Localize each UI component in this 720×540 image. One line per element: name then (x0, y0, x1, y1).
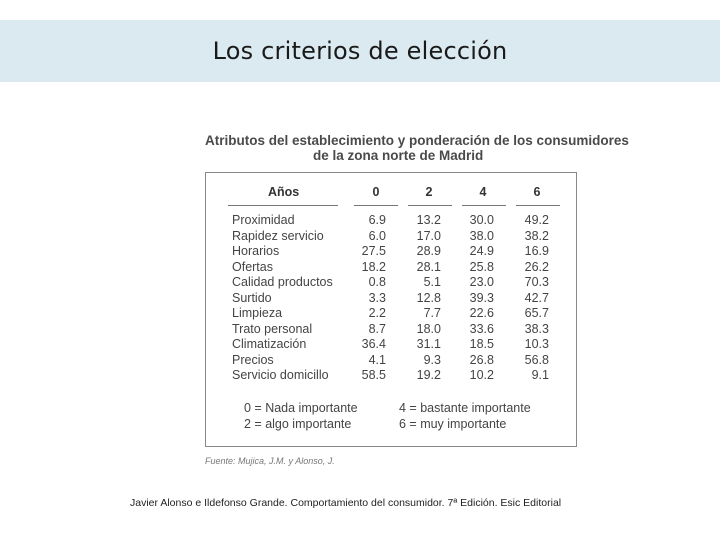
row-value: 2.2 (368, 306, 386, 320)
row-value: 18.2 (361, 259, 386, 274)
figure-title (205, 133, 635, 163)
table-row (206, 260, 576, 276)
table-row (206, 244, 576, 260)
table-row (206, 337, 576, 353)
row-value: 7.7 (423, 306, 441, 320)
row-value: 26.8 (469, 352, 494, 367)
table-row (206, 306, 576, 322)
legend-2: 2 = algo importante (244, 417, 352, 431)
row-label: Servicio domicillo (232, 368, 329, 382)
table-row (206, 275, 576, 291)
header-col-4: 4 (479, 185, 487, 199)
row-value: 38.2 (524, 228, 549, 243)
row-label: Calidad productos (232, 275, 333, 289)
row-value: 30.0 (469, 213, 494, 227)
row-value: 42.7 (524, 290, 549, 305)
row-label: Limpieza (232, 306, 283, 320)
header-col-0: 0 (372, 185, 380, 199)
row-value: 17.0 (416, 228, 441, 243)
row-value: 4.1 (368, 352, 386, 367)
row-value: 28.1 (416, 259, 441, 274)
figure-title-line-2: de la zona norte de Madrid (313, 148, 484, 163)
row-label: Rapidez servicio (232, 228, 324, 243)
row-label: Proximidad (232, 213, 295, 227)
row-value: 56.8 (524, 352, 549, 367)
header-rule-col-4 (462, 205, 506, 206)
header-rule-label (228, 205, 338, 206)
legend-4: 4 = bastante importante (399, 401, 531, 415)
row-value: 28.9 (416, 244, 441, 258)
row-value: 26.2 (524, 259, 549, 274)
row-value: 8.7 (368, 321, 386, 336)
slide-title: Los criterios de elección (212, 37, 508, 65)
row-value: 25.8 (469, 259, 494, 274)
header-rule-col-2 (408, 205, 452, 206)
title-bar (0, 20, 720, 82)
row-value: 18.5 (469, 337, 494, 351)
header-anos: Años (268, 185, 300, 199)
row-value: 38.3 (524, 321, 549, 336)
row-value: 23.0 (469, 275, 494, 289)
row-value: 0.8 (368, 275, 386, 289)
row-value: 65.7 (524, 306, 549, 320)
slide-footer: Javier Alonso e Ildefonso Grande. Comportamiento del consumidor. 7ª Edición. Esic Editorial (130, 497, 562, 509)
row-value: 22.6 (469, 306, 494, 320)
row-label: Horarios (232, 244, 280, 258)
row-value: 18.0 (416, 321, 441, 336)
header-col-6: 6 (533, 185, 541, 199)
row-value: 31.1 (416, 337, 441, 351)
row-value: 16.9 (524, 244, 549, 258)
row-value: 39.3 (469, 290, 494, 305)
header-col-2: 2 (425, 185, 433, 199)
table-row (206, 368, 576, 384)
row-value: 10.2 (469, 368, 494, 382)
row-label: Climatización (232, 337, 307, 351)
table-box (205, 172, 577, 447)
row-value: 38.0 (469, 228, 494, 243)
table-row (206, 291, 576, 307)
figure-source: Fuente: Mujica, J.M. y Alonso, J. (205, 456, 335, 466)
row-value: 10.3 (524, 337, 549, 351)
header-rule-col-6 (516, 205, 560, 206)
table-row (206, 322, 576, 338)
row-value: 6.0 (368, 228, 386, 243)
row-value: 24.9 (469, 244, 494, 258)
row-value: 19.2 (416, 368, 441, 382)
table-row (206, 353, 576, 369)
legend-0: 0 = Nada importante (244, 401, 358, 415)
row-value: 36.4 (361, 337, 386, 351)
row-value: 13.2 (416, 213, 441, 227)
row-label: Trato personal (232, 321, 313, 336)
row-value: 58.5 (361, 368, 386, 382)
row-value: 33.6 (469, 321, 494, 336)
row-value: 27.5 (361, 244, 386, 258)
figure-title-line-1: Atributos del establecimiento y ponderación de los consumidores (205, 133, 629, 148)
row-value: 5.1 (423, 275, 441, 289)
row-value: 12.8 (416, 290, 441, 305)
row-value: 9.3 (423, 352, 441, 367)
row-label: Ofertas (232, 259, 273, 274)
row-value: 9.1 (531, 368, 549, 382)
table-header-row (206, 185, 576, 201)
legend-6: 6 = muy importante (399, 417, 507, 431)
row-label: Surtido (232, 290, 272, 305)
row-value: 70.3 (524, 275, 549, 289)
row-label: Precios (232, 352, 274, 367)
row-value: 6.9 (368, 213, 386, 227)
table-row (206, 229, 576, 245)
row-value: 49.2 (524, 213, 549, 227)
row-value: 3.3 (368, 290, 386, 305)
header-rule-col-0 (354, 205, 398, 206)
table-row (206, 213, 576, 229)
